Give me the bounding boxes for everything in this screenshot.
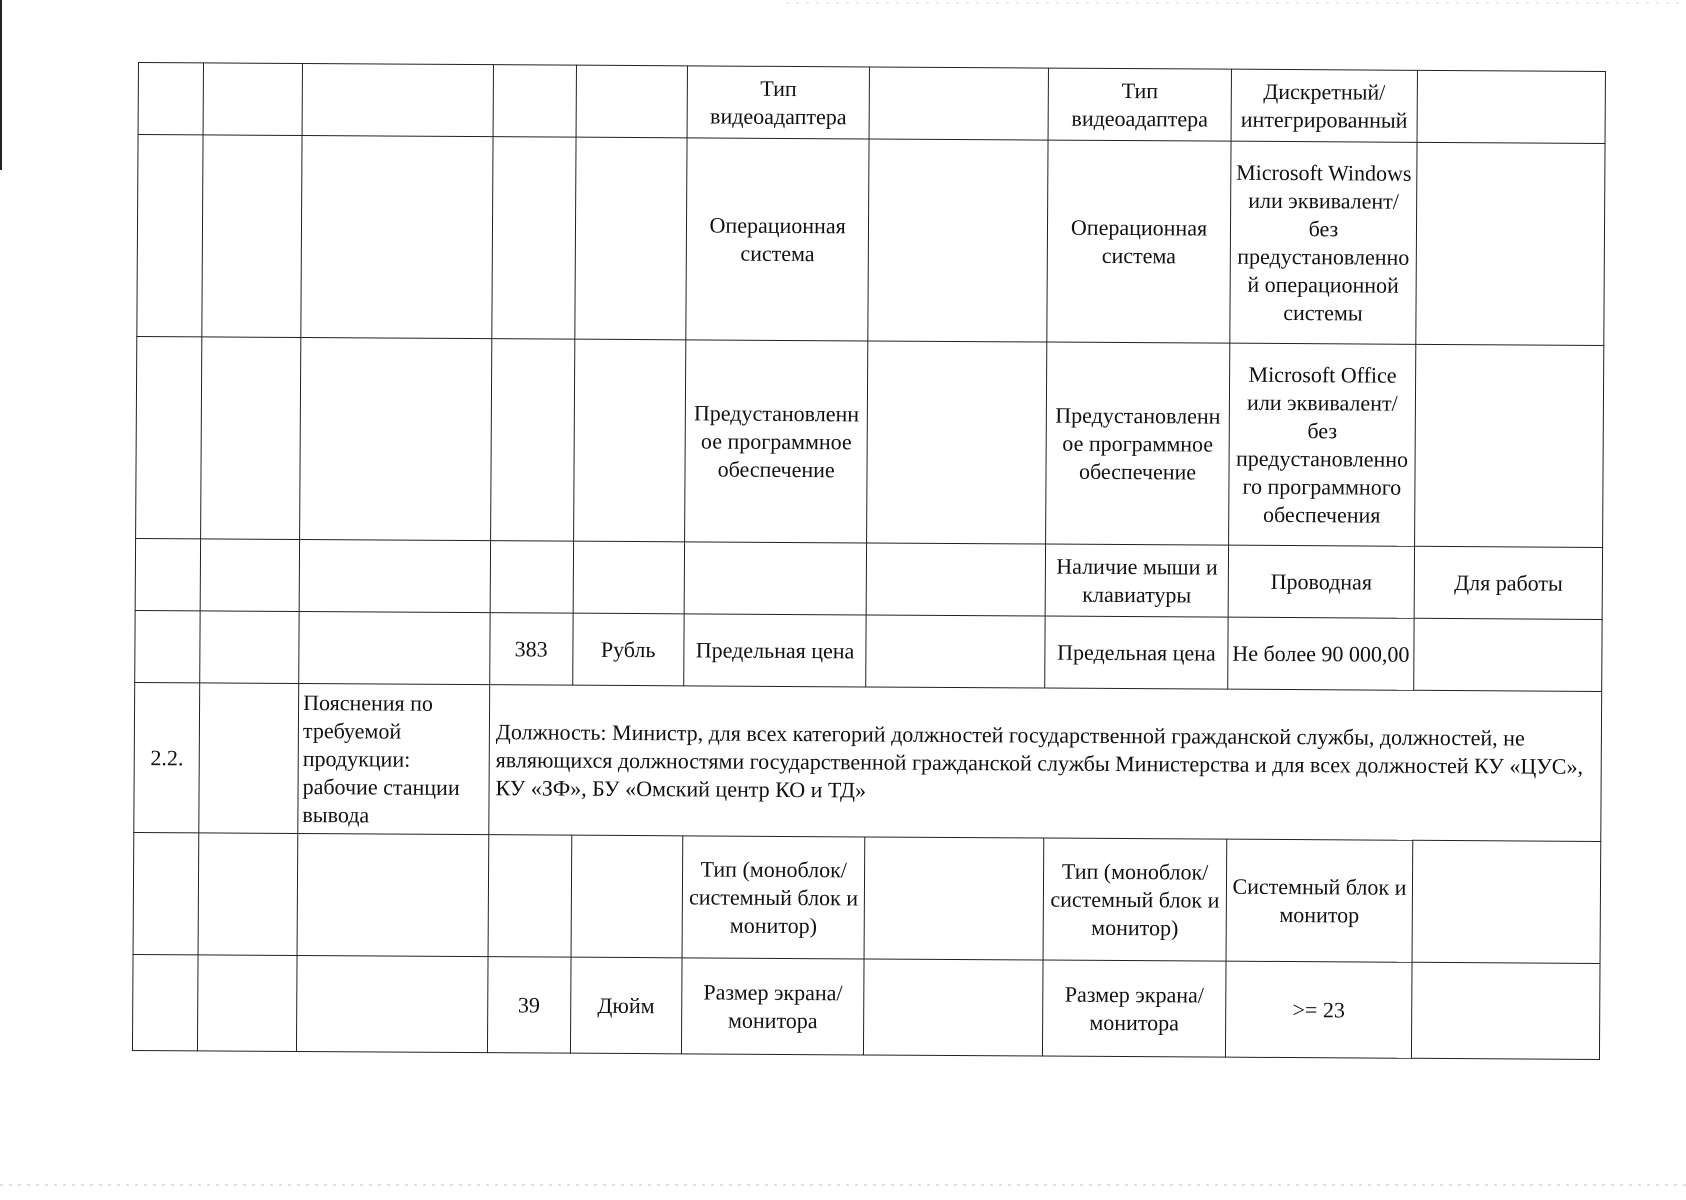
cell-code [201,539,300,612]
cell-characteristic-2: Операционная система [1047,140,1231,343]
cell-characteristic: Размер экрана/монитора [681,958,864,1055]
table-row [135,610,1602,691]
section-label: Пояснения по требуемой продукции: рабочие станции вывода [298,683,490,834]
cell-unit-code [488,835,571,958]
specification-table [132,62,1606,1060]
cell-value-approved [864,959,1044,1056]
cell-unit-name [573,339,686,542]
cell-unit-name [576,65,688,138]
cell-characteristic-2: Наличие мыши и клавиатуры [1046,544,1229,617]
table-row [136,336,1604,547]
cell-unit-name [574,137,687,340]
table-row [138,63,1605,144]
cell-purpose: Для работы [1414,546,1602,619]
cell-number [132,954,198,1050]
cell-unit-code: 383 [490,613,573,686]
cell-value: >= 23 [1225,961,1412,1058]
cell-name [301,136,493,339]
cell-name [297,833,489,956]
cell-unit-name: Рубль [572,613,684,686]
cell-characteristic-2: Предустановленное программное обеспечение [1046,342,1230,545]
cell-characteristic: Предельная цена [684,614,867,687]
cell-value: Microsoft Windows или эквивалент/без предустановленной операционной системы [1229,141,1417,344]
cell-purpose [1414,618,1602,691]
cell-number [136,336,203,538]
table-row [132,954,1600,1059]
cell-purpose [1416,142,1605,345]
cell-value-approved [867,341,1047,544]
section-row [134,682,1602,841]
cell-name [297,955,488,1052]
cell-value-approved [868,139,1048,342]
cell-value-approved [866,543,1046,616]
cell-characteristic-2: Тип (моноблок/системный блок и монитор) [1043,838,1226,961]
cell-number [138,63,204,135]
scan-edge-mark [0,0,2,170]
cell-value: Не более 90 000,00 [1227,617,1414,690]
cell-name [299,539,490,612]
cell-number [135,610,201,682]
cell-unit-name [573,541,685,614]
table-row [133,832,1601,963]
cell-characteristic-2: Предельная цена [1045,616,1228,689]
cell-characteristic: Тип (моноблок/системный блок и монитор) [682,836,865,959]
cell-code [199,683,299,834]
cell-purpose [1412,840,1600,963]
cell-unit-code [493,65,576,138]
cell-purpose [1415,344,1604,547]
cell-unit-code: 39 [487,957,570,1054]
cell-value-approved [866,615,1046,688]
cell-code [202,135,302,338]
section-number: 2.2. [134,682,200,832]
cell-code [198,833,297,956]
cell-characteristic-2: Тип видеоадаптера [1048,68,1231,141]
table-row [135,538,1602,619]
cell-characteristic: Операционная система [686,138,870,341]
cell-name [299,611,490,684]
cell-value: Системный блок и монитор [1226,839,1413,962]
table-row [137,135,1605,346]
cell-unit-code [492,137,576,340]
cell-number [133,832,199,954]
cell-value: Дискретный/интегрированный [1231,69,1418,142]
cell-value: Проводная [1228,545,1415,618]
cell-unit-code [491,339,575,542]
cell-characteristic [684,542,867,615]
cell-code [198,955,297,1052]
cell-unit-code [490,541,573,614]
cell-value: Microsoft Office или эквивалент/без предустановленного программного обеспечения [1228,343,1416,546]
cell-purpose [1417,70,1605,143]
cell-name [302,64,493,137]
cell-number [135,538,201,610]
cell-purpose [1412,962,1600,1059]
cell-characteristic: Тип видеоадаптера [687,66,870,139]
cell-code [203,63,302,136]
cell-name [300,338,492,541]
cell-unit-name [571,835,683,958]
cell-unit-name: Дюйм [570,957,682,1054]
scan-noise-top [786,2,1686,4]
cell-characteristic: Предустановленное программное обеспечение [685,340,869,543]
cell-value-approved [864,837,1044,960]
scan-noise-bottom [0,1184,1686,1186]
cell-value-approved [869,67,1049,140]
cell-characteristic-2: Размер экрана/монитора [1043,960,1226,1057]
cell-number [137,135,204,337]
cell-code [200,611,299,684]
section-description: Должность: Министр, для всех категорий должностей государственной гражданской службы, должностей, не являющихся должностями государственной гражданской службы Министерства и для всех должностей КУ «ЦУС», КУ «ЗФ», БУ «Омский центр КО и ТД» [489,685,1602,842]
cell-code [201,337,301,540]
